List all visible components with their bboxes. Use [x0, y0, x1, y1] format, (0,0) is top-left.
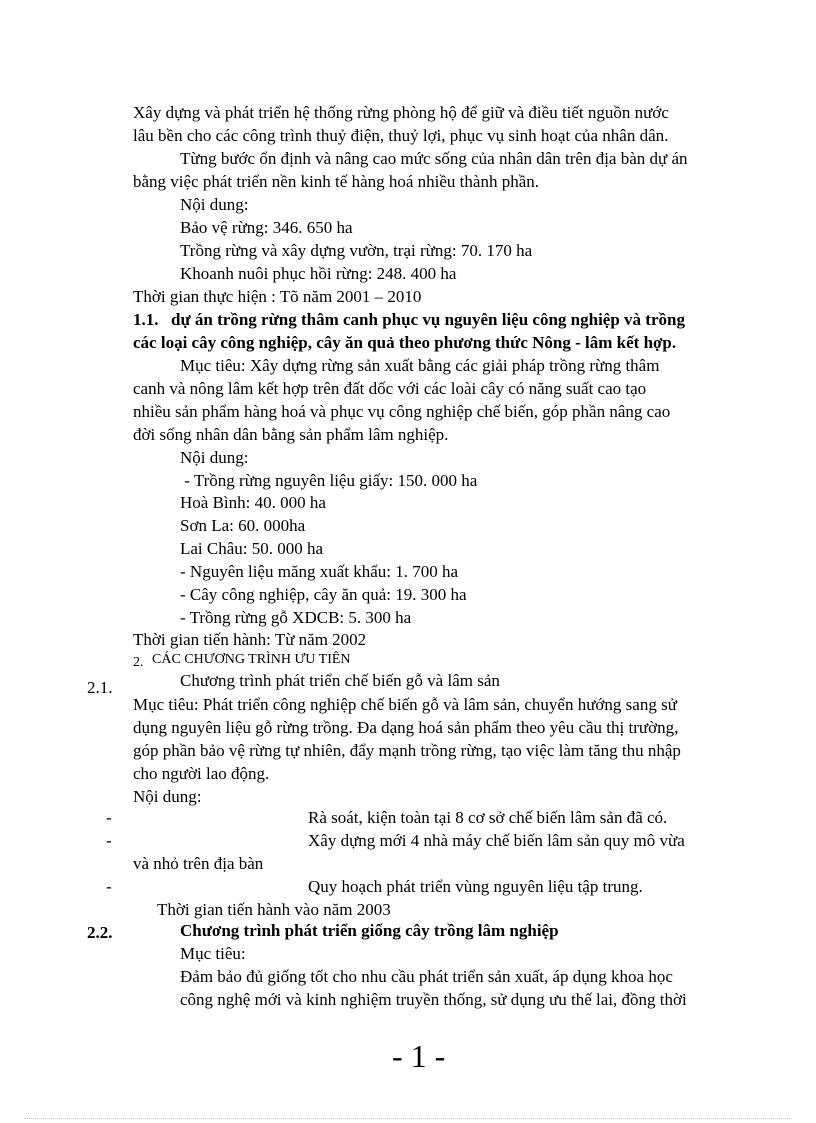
section11-title-line1: dự án trồng rừng thâm canh phục vụ nguyên liệu công nghiệp và trồng — [171, 310, 685, 329]
noidung11-item2: Hoà Bình: 40. 000 ha — [180, 493, 326, 512]
section22-line2: công nghệ mới và kinh nghiệm truyền thống, sử dụng ưu thế lai, đồng thời — [180, 990, 687, 1009]
section21-title: Chương trình phát triển chế biến gỗ và lâm sản — [180, 671, 500, 690]
section22-title: Chương trình phát triển giống cây trồng lâm nghiệp — [180, 921, 559, 940]
section21-item2: Xây dựng mới 4 nhà máy chế biến lâm sản quy mô vừa — [308, 831, 685, 850]
muctieu11-line4: đời sống nhân dân bằng sản phẩm lâm nghiệp. — [133, 425, 449, 444]
section22-number: 2.2. — [87, 923, 113, 942]
section21-thoigian: Thời gian tiến hành vào năm 2003 — [157, 900, 391, 919]
noidung11-item6: - Cây công nghiệp, cây ăn quả: 19. 300 ha — [180, 585, 467, 604]
section11-title-line2: các loại cây công nghiệp, cây ăn quả theo phương thức Nông - lâm kết hợp. — [133, 333, 677, 352]
noidung11-item4: Lai Châu: 50. 000 ha — [180, 539, 324, 558]
section21-item3: Quy hoạch phát triển vùng nguyên liệu tập trung. — [308, 877, 643, 896]
section22-line1: Đảm bảo đủ giống tốt cho nhu cầu phát triển sản xuất, áp dụng khoa học — [180, 967, 673, 986]
para1-line2: lâu bền cho các công trình thuỷ điện, thuỷ lợi, phục vụ sinh hoạt của nhân dân. — [133, 126, 669, 145]
section21-muctieu-line2: dụng nguyên liệu gỗ rừng trồng. Đa dạng hoá sản phẩm theo yêu cầu thị trường, — [133, 718, 679, 737]
para2-line1: Từng bước ổn định và nâng cao mức sống của nhân dân trên địa bàn dự án — [180, 149, 688, 168]
section21-noidung-label: Nội dung: — [133, 787, 202, 806]
noidung11-label: Nội dung: — [180, 448, 249, 467]
para1-line1: Xây dựng và phát triển hệ thống rừng phòng hộ để giữ và điều tiết nguồn nước — [133, 103, 669, 122]
bullet-dash-1: - — [106, 808, 112, 827]
section2-title: CÁC CHƯƠNG TRÌNH ƯU TIÊN — [152, 652, 351, 667]
thoigian1: Thời gian thực hiện : Tõ năm 2001 – 2010 — [133, 287, 422, 306]
noidung11-item5: - Nguyên liệu măng xuất khẩu: 1. 700 ha — [180, 562, 459, 581]
muctieu11-line3: nhiều sản phẩm hàng hoá và phục vụ công nghiệp chế biến, góp phần nâng cao — [133, 402, 671, 421]
section21-number: 2.1. — [87, 678, 113, 697]
thoigian11: Thời gian tiến hành: Từ năm 2002 — [133, 630, 367, 649]
section22-muctieu-label: Mục tiêu: — [180, 944, 246, 963]
para2-line2: bằng việc phát triển nền kinh tế hàng hoá nhiều thành phần. — [133, 172, 539, 191]
noidung11-item1: - Trồng rừng nguyên liệu giấy: 150. 000 ha — [180, 471, 478, 490]
muctieu11-line2: canh và nông lâm kết hợp trên đất dốc với các loài cây có năng suất cao tạo — [133, 379, 647, 398]
section21-muctieu-line1: Mục tiêu: Phát triển công nghiệp chế biến gỗ và lâm sản, chuyển hướng sang sử — [133, 695, 677, 714]
page-number: - 1 - — [392, 1038, 446, 1074]
bullet-dash-2: - — [106, 831, 112, 850]
section11-number: 1.1. — [133, 310, 159, 329]
noidung1-label: Nội dung: — [180, 195, 249, 214]
footer-divider — [24, 1118, 792, 1119]
noidung1-item1: Bảo vệ rừng: 346. 650 ha — [180, 218, 353, 237]
noidung11-item7: - Trồng rừng gỗ XDCB: 5. 300 ha — [180, 608, 412, 627]
section2-number: 2. — [133, 655, 144, 670]
section21-item1: Rà soát, kiện toàn tại 8 cơ sở chế biến lâm sản đã có. — [308, 808, 668, 827]
noidung1-item2: Trồng rừng và xây dựng vườn, trại rừng: 70. 170 ha — [180, 241, 533, 260]
section21-item2-cont: và nhỏ trên địa bàn — [133, 854, 264, 873]
noidung1-item3: Khoanh nuôi phục hồi rừng: 248. 400 ha — [180, 264, 457, 283]
section21-muctieu-line4: cho người lao động. — [133, 764, 270, 783]
muctieu11-line1: Mục tiêu: Xây dựng rừng sản xuất bằng các giải pháp trồng rừng thâm — [180, 356, 660, 375]
bullet-dash-3: - — [106, 877, 112, 896]
section21-muctieu-line3: góp phần bảo vệ rừng tự nhiên, đẩy mạnh trồng rừng, tạo việc làm tăng thu nhập — [133, 741, 681, 760]
noidung11-item3: Sơn La: 60. 000ha — [180, 516, 306, 535]
